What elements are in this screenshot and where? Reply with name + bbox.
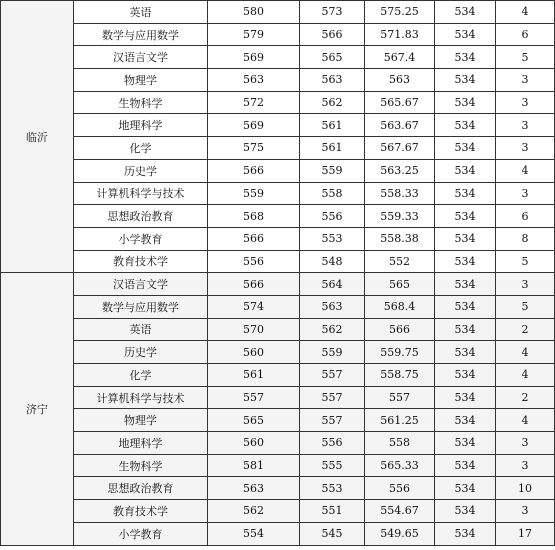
- major-cell: 物理学: [74, 409, 208, 432]
- max-score-cell: 575: [208, 137, 300, 160]
- major-cell: 数学与应用数学: [74, 23, 208, 46]
- table-row: [1, 137, 555, 160]
- max-score-cell: 556: [208, 250, 300, 273]
- table-row: [1, 205, 555, 228]
- max-score-cell: 569: [208, 114, 300, 137]
- avg-score-cell: 558.75: [365, 364, 435, 387]
- control-line-cell: 534: [435, 182, 496, 205]
- table-row: [1, 454, 555, 477]
- min-score-cell: 565: [300, 46, 365, 69]
- major-cell: 思想政治教育: [74, 205, 208, 228]
- table-row: [1, 46, 555, 69]
- major-cell: 历史学: [74, 159, 208, 182]
- major-cell: 汉语言文学: [74, 273, 208, 296]
- max-score-cell: 566: [208, 159, 300, 182]
- control-line-cell: 534: [435, 1, 496, 24]
- count-cell: 6: [496, 205, 555, 228]
- control-line-cell: 534: [435, 432, 496, 455]
- table-row: [1, 522, 555, 545]
- count-cell: 8: [496, 227, 555, 250]
- count-cell: 3: [496, 500, 555, 523]
- count-cell: 3: [496, 432, 555, 455]
- min-score-cell: 558: [300, 182, 365, 205]
- control-line-cell: 534: [435, 227, 496, 250]
- count-cell: 3: [496, 69, 555, 92]
- major-cell: 物理学: [74, 69, 208, 92]
- max-score-cell: 566: [208, 273, 300, 296]
- max-score-cell: 570: [208, 318, 300, 341]
- major-cell: 化学: [74, 364, 208, 387]
- min-score-cell: 562: [300, 318, 365, 341]
- count-cell: 3: [496, 454, 555, 477]
- avg-score-cell: 556: [365, 477, 435, 500]
- table-row: [1, 432, 555, 455]
- major-cell: 生物科学: [74, 454, 208, 477]
- max-score-cell: 581: [208, 454, 300, 477]
- control-line-cell: 534: [435, 23, 496, 46]
- count-cell: 4: [496, 341, 555, 364]
- control-line-cell: 534: [435, 114, 496, 137]
- avg-score-cell: 557: [365, 386, 435, 409]
- control-line-cell: 534: [435, 364, 496, 387]
- min-score-cell: 563: [300, 69, 365, 92]
- count-cell: 10: [496, 477, 555, 500]
- avg-score-cell: 571.83: [365, 23, 435, 46]
- control-line-cell: 534: [435, 454, 496, 477]
- min-score-cell: 555: [300, 454, 365, 477]
- avg-score-cell: 549.65: [365, 522, 435, 545]
- count-cell: 4: [496, 1, 555, 24]
- table-row: [1, 500, 555, 523]
- major-cell: 教育技术学: [74, 500, 208, 523]
- max-score-cell: 579: [208, 23, 300, 46]
- control-line-cell: 534: [435, 46, 496, 69]
- major-cell: 英语: [74, 318, 208, 341]
- count-cell: 3: [496, 137, 555, 160]
- max-score-cell: 560: [208, 341, 300, 364]
- control-line-cell: 534: [435, 477, 496, 500]
- major-cell: 思想政治教育: [74, 477, 208, 500]
- control-line-cell: 534: [435, 250, 496, 273]
- min-score-cell: 559: [300, 159, 365, 182]
- table-row: [1, 114, 555, 137]
- table-row: [1, 1, 555, 24]
- avg-score-cell: 567.4: [365, 46, 435, 69]
- major-cell: 汉语言文学: [74, 46, 208, 69]
- control-line-cell: 534: [435, 341, 496, 364]
- min-score-cell: 545: [300, 522, 365, 545]
- control-line-cell: 534: [435, 273, 496, 296]
- max-score-cell: 557: [208, 386, 300, 409]
- major-cell: 地理科学: [74, 114, 208, 137]
- avg-score-cell: 565.33: [365, 454, 435, 477]
- avg-score-cell: 566: [365, 318, 435, 341]
- max-score-cell: 559: [208, 182, 300, 205]
- min-score-cell: 561: [300, 114, 365, 137]
- count-cell: 5: [496, 46, 555, 69]
- major-cell: 生物科学: [74, 91, 208, 114]
- min-score-cell: 557: [300, 386, 365, 409]
- min-score-cell: 563: [300, 295, 365, 318]
- avg-score-cell: 559.33: [365, 205, 435, 228]
- min-score-cell: 557: [300, 409, 365, 432]
- major-cell: 计算机科学与技术: [74, 182, 208, 205]
- avg-score-cell: 565: [365, 273, 435, 296]
- major-cell: 地理科学: [74, 432, 208, 455]
- max-score-cell: 574: [208, 295, 300, 318]
- major-cell: 小学教育: [74, 227, 208, 250]
- control-line-cell: 534: [435, 137, 496, 160]
- min-score-cell: 557: [300, 364, 365, 387]
- major-cell: 化学: [74, 137, 208, 160]
- table-row: [1, 227, 555, 250]
- avg-score-cell: 559.75: [365, 341, 435, 364]
- control-line-cell: 534: [435, 500, 496, 523]
- max-score-cell: 566: [208, 227, 300, 250]
- min-score-cell: 561: [300, 137, 365, 160]
- avg-score-cell: 558.33: [365, 182, 435, 205]
- avg-score-cell: 554.67: [365, 500, 435, 523]
- min-score-cell: 556: [300, 205, 365, 228]
- control-line-cell: 534: [435, 69, 496, 92]
- avg-score-cell: 567.67: [365, 137, 435, 160]
- avg-score-cell: 575.25: [365, 1, 435, 24]
- city-cell: 临沂: [1, 1, 74, 273]
- count-cell: 2: [496, 386, 555, 409]
- table-row: [1, 477, 555, 500]
- min-score-cell: 551: [300, 500, 365, 523]
- min-score-cell: 562: [300, 91, 365, 114]
- major-cell: 数学与应用数学: [74, 295, 208, 318]
- max-score-cell: 580: [208, 1, 300, 24]
- avg-score-cell: 563.25: [365, 159, 435, 182]
- max-score-cell: 563: [208, 477, 300, 500]
- max-score-cell: 563: [208, 69, 300, 92]
- control-line-cell: 534: [435, 386, 496, 409]
- major-cell: 小学教育: [74, 522, 208, 545]
- table-row: [1, 91, 555, 114]
- city-cell: 济宁: [1, 273, 74, 545]
- table-row: [1, 250, 555, 273]
- avg-score-cell: 552: [365, 250, 435, 273]
- max-score-cell: 562: [208, 500, 300, 523]
- table-row: [1, 318, 555, 341]
- table-row: [1, 386, 555, 409]
- control-line-cell: 534: [435, 91, 496, 114]
- avg-score-cell: 568.4: [365, 295, 435, 318]
- min-score-cell: 553: [300, 227, 365, 250]
- table-row: [1, 69, 555, 92]
- control-line-cell: 534: [435, 295, 496, 318]
- table-row: [1, 273, 555, 296]
- major-cell: 教育技术学: [74, 250, 208, 273]
- control-line-cell: 534: [435, 522, 496, 545]
- count-cell: 6: [496, 23, 555, 46]
- table-row: [1, 159, 555, 182]
- avg-score-cell: 561.25: [365, 409, 435, 432]
- control-line-cell: 534: [435, 159, 496, 182]
- avg-score-cell: 563: [365, 69, 435, 92]
- table-row: [1, 295, 555, 318]
- max-score-cell: 554: [208, 522, 300, 545]
- table-row: [1, 364, 555, 387]
- count-cell: 4: [496, 364, 555, 387]
- major-cell: 历史学: [74, 341, 208, 364]
- table-body: [1, 1, 555, 546]
- min-score-cell: 564: [300, 273, 365, 296]
- table-row: [1, 341, 555, 364]
- count-cell: 5: [496, 250, 555, 273]
- count-cell: 4: [496, 159, 555, 182]
- count-cell: 4: [496, 409, 555, 432]
- control-line-cell: 534: [435, 205, 496, 228]
- table-row: [1, 409, 555, 432]
- count-cell: 2: [496, 318, 555, 341]
- major-cell: 英语: [74, 1, 208, 24]
- avg-score-cell: 558: [365, 432, 435, 455]
- min-score-cell: 548: [300, 250, 365, 273]
- max-score-cell: 569: [208, 46, 300, 69]
- table-row: [1, 182, 555, 205]
- min-score-cell: 553: [300, 477, 365, 500]
- min-score-cell: 566: [300, 23, 365, 46]
- control-line-cell: 534: [435, 318, 496, 341]
- count-cell: 3: [496, 182, 555, 205]
- max-score-cell: 565: [208, 409, 300, 432]
- max-score-cell: 561: [208, 364, 300, 387]
- max-score-cell: 568: [208, 205, 300, 228]
- count-cell: 3: [496, 91, 555, 114]
- max-score-cell: 560: [208, 432, 300, 455]
- table-row: [1, 23, 555, 46]
- count-cell: 5: [496, 295, 555, 318]
- control-line-cell: 534: [435, 409, 496, 432]
- avg-score-cell: 563.67: [365, 114, 435, 137]
- major-cell: 计算机科学与技术: [74, 386, 208, 409]
- count-cell: 17: [496, 522, 555, 545]
- min-score-cell: 556: [300, 432, 365, 455]
- count-cell: 3: [496, 114, 555, 137]
- min-score-cell: 559: [300, 341, 365, 364]
- avg-score-cell: 558.38: [365, 227, 435, 250]
- min-score-cell: 573: [300, 1, 365, 24]
- max-score-cell: 572: [208, 91, 300, 114]
- count-cell: 3: [496, 273, 555, 296]
- avg-score-cell: 565.67: [365, 91, 435, 114]
